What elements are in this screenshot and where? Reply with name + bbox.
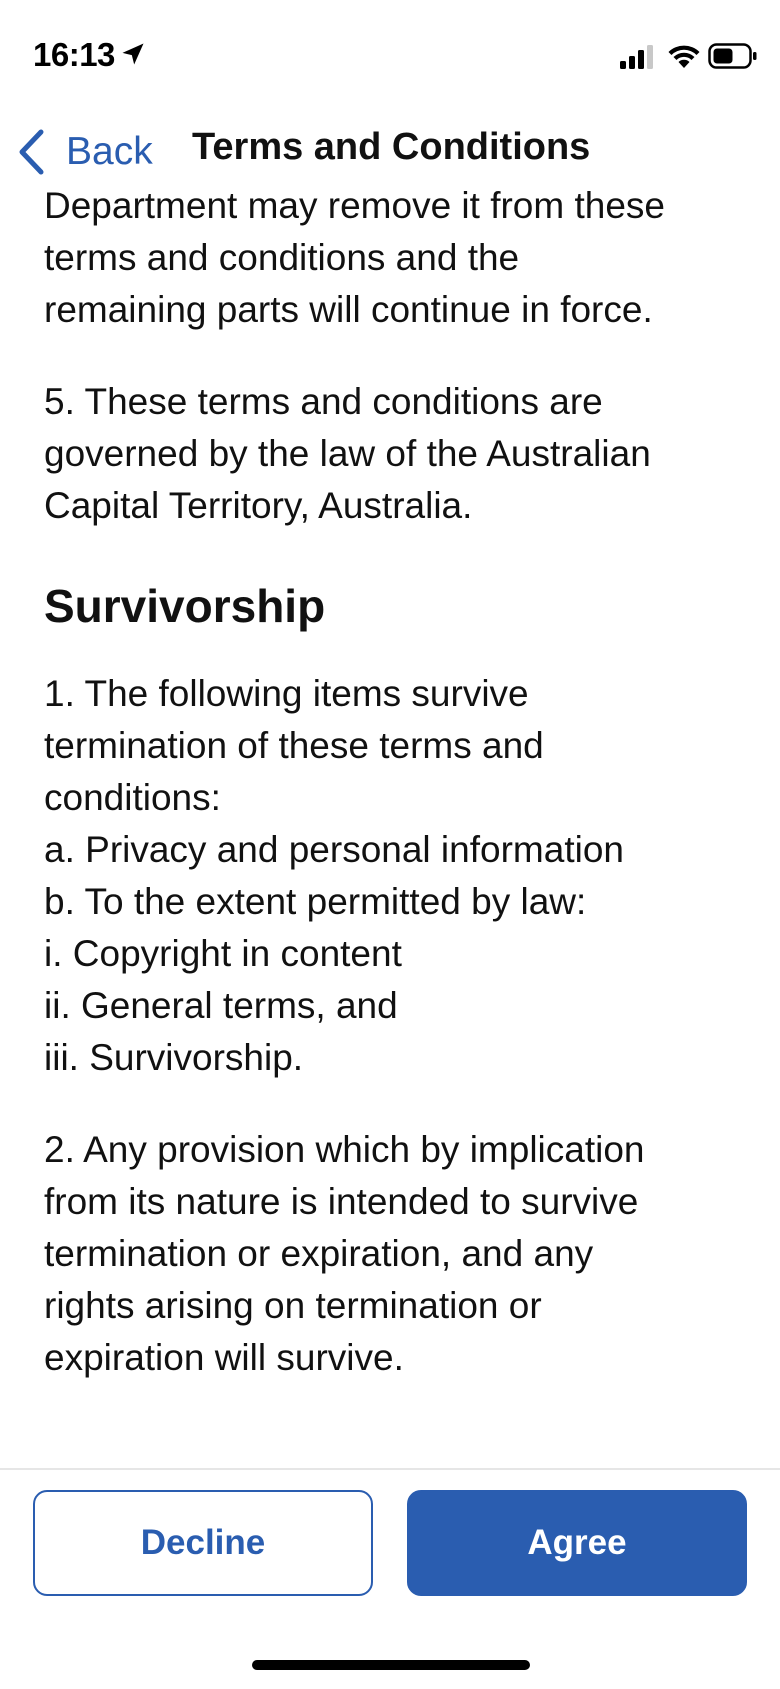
text-line: a. Privacy and personal information [44,829,624,870]
paragraph-governing-law [44,376,754,532]
text-line: governed by the law of the Australian [44,433,651,474]
text-line: 1. The following items survive [44,673,529,714]
terms-content-inner [44,180,754,1424]
chevron-left-icon [16,128,46,176]
text-line: termination of these terms and [44,725,544,766]
location-arrow-icon [119,40,147,68]
wifi-icon [666,42,702,70]
paragraph-survivorship-items [44,668,754,1084]
home-indicator[interactable] [252,1660,530,1670]
text-line: termination or expiration, and any [44,1233,594,1274]
status-bar [0,0,780,110]
battery-icon [708,42,758,70]
text-line: rights arising on termination or [44,1285,542,1326]
text-line: terms and conditions and the [44,237,520,278]
bottom-divider [0,1468,780,1470]
back-button[interactable] [16,122,153,182]
page-title: Terms and Conditions [192,126,591,168]
paragraph-severability-end [44,180,754,336]
agree-button[interactable]: Agree [407,1490,747,1596]
section-heading-survivorship: Survivorship [44,580,326,632]
text-line: ii. General terms, and [44,985,398,1026]
terms-content[interactable] [44,180,754,1460]
text-line: conditions: [44,777,221,818]
text-line: Department may remove it from these [44,185,665,226]
cellular-signal-icon [618,44,658,70]
text-line: 5. These terms and conditions are [44,381,603,422]
text-line: from its nature is intended to survive [44,1181,639,1222]
text-line: remaining parts will continue in force. [44,289,653,330]
text-line: iii. Survivorship. [44,1037,304,1078]
decline-button[interactable]: Decline [33,1490,373,1596]
back-label: Back [66,130,153,173]
text-line: Capital Territory, Australia. [44,485,473,526]
text-line: i. Copyright in content [44,933,402,974]
text-line: 2. Any provision which by implication [44,1129,645,1170]
text-line: b. To the extent permitted by law: [44,881,587,922]
status-time: 16:13 [33,36,115,73]
paragraph-survivorship-provision [44,1124,754,1384]
text-line: expiration will survive. [44,1337,404,1378]
